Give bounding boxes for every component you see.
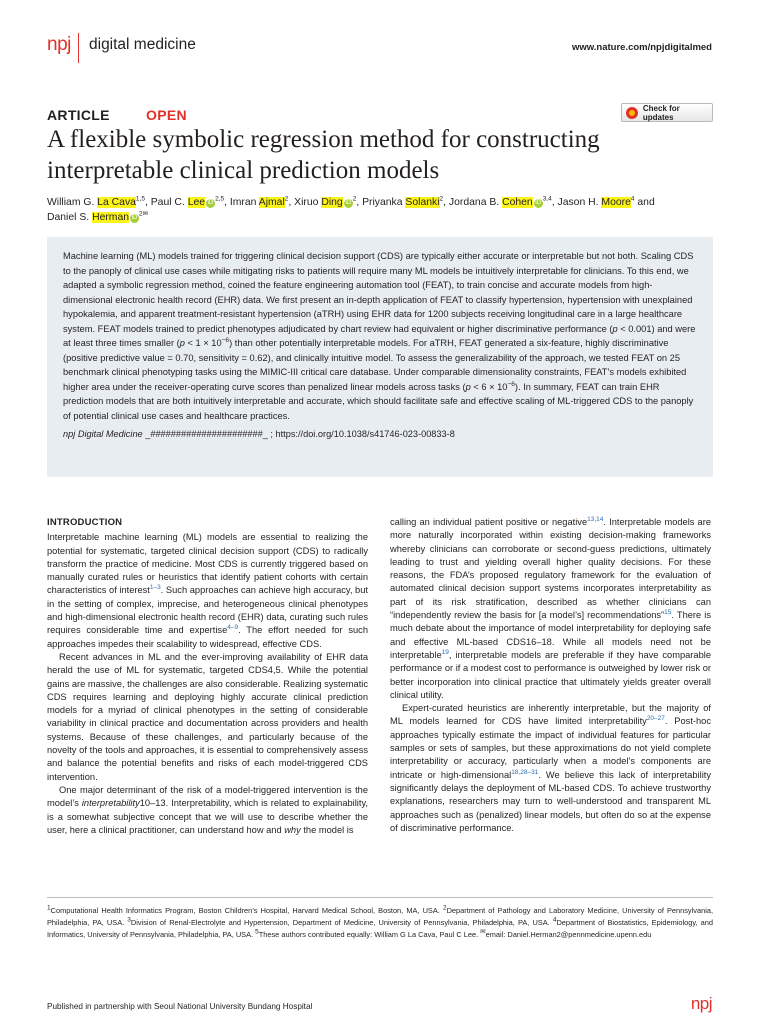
affiliations-footnote: $^1$Computational Health Informatics Program, Boston Children’s Hospital, Harvard Medical School, Boston, MA, USA. $^2$Department of Pathology and Laboratory Medicine, University of Pennsylvania, Philadelphia, PA, USA. $^3$Division of Renal-Electrolyte and Hypertension, Department of Medicine, University of Pennsylvania, Philadelphia, PA, USA. $^4$Department of Biostatistics, Epidemiology, and Informatics, University of Pennsylvania, Philadelphia, PA, USA. $^5$These authors contributed equally: William G La Cava, Paul C Lee. ✉email: Daniel.Herman2@pennmedicine.upenn.edu [47,904,713,939]
left-column [47,516,368,837]
author-line: William G. La Cava$^{1,5}$, Paul C. Lee iD$^{2,5}$, Imran Ajmal$^2$, Xiruo Ding $iD^2$, Priyanka Solanki$^2$, Jordana B. Cohen iD$^{3,4}$, Jason H. Moore$^4$ and [47,195,655,208]
citation-doi[interactable]: _######################_ ; https://doi.org/10.1038/s41746-023-00833-8 [142,429,455,439]
author-surname: Herman [92,212,130,223]
npj-logo[interactable]: npj [47,34,71,55]
affiliation-sup: 3,4 [542,195,552,203]
orcid-icon[interactable]: iD [535,200,542,206]
abstract-box [47,237,713,477]
affiliation-sup: 4 [630,195,635,203]
check-for-updates-button[interactable] [621,103,713,122]
affiliation-sup: 2 [352,195,357,203]
author-surname: Ding [321,197,343,208]
body-paragraph: Interpretable machine learning (ML) models are essential to realizing the potential for systematic, targeted clinical decision support (CDS) to radically transform the practice of medicine. Most CDS is currently triggered based on manually curated rules or heuristics that identify patient cohorts with certain characteristics of interest$^{1-3}$. Such approaches can achieve high accuracy, but in the setting of complex, imprecise, and heterogeneous clinical phenotypes and high-dimensional electronic health record (EHR) data, curating such rules requires considerable time and expertise$^{4-9}$. The effort needed for such approaches impedes their scalability to widespread, effective CDS. [47,532,368,649]
author-surname: Ajmal [258,197,285,208]
body-paragraph: Expert-curated heuristics are inherently interpretable, but the majority of ML models learned for CDS have limited interpretability$^{20-27}$. Post-hoc approaches typically estimate the impact of individual features for particular samples or sets of samples, but these approximations do not yield complete interpretability or accuracy, particularly when a model’s components are intricate or high-dimensional$^{18,28-31}$. We believe this lack of interpretability significantly delays the deployment of ML-based CDS. To achieve trustworthy explanations, researchers may turn to well-understood and transparent ML approaches such as (penalized) linear models, but often do so at the expense of discriminative performance. [390,703,712,833]
journal-url[interactable]: www.nature.com/npjdigitalmed [571,42,712,53]
author-list [47,195,727,225]
body-paragraph: calling an individual patient positive or negative$^{13,14}$. Interpretable models are more naturally incorporated within existing decision-making frameworks whereby clinicians can corroborate or second-guess predictions, ultimately leading to trust and yielding overall higher quality decisions. For these reasons, the FDA’s proposed regulatory framework for the evaluation of automated clinical decision support systems incorporates interpretability as part of its risk stratification, described as whether clinicians can “independently review the basis for [a model’s] recommendations”$^{15}$. There is much debate about the importance of model interpretability for deploying safe and effective ML-based CDS16–18. While all models need not be interpretable$^{19}$, interpretable models are preferable if they have comparable performance or if a modest cost to performance is outweighed by lower risk or better incorporation into clinical practice that ultimately yields greater overall clinical utility. [390,515,712,700]
article-title: A flexible symbolic regression method for constructing interpretable clinical prediction models [47,126,600,184]
author-surname: Moore [601,197,631,208]
abstract-text: Machine learning (ML) models trained for triggering clinical decision support (CDS) are typically either accurate or interpretable but not both. Scaling CDS to the panoply of clinical use cases while mitigating risks to patients will require many ML models be intuitively interpretable for clinicians. To this end, we adapted a symbolic regression method, coined the feature engineering automation tool (FEAT), to train concise and accurate models from high-dimensional electronic health record (EHR) data. We first present an in-depth application of FEAT to classify hypertension, hypertension with unexplained hypokalemia, and apparent treatment-resistant hypertension (aTRH) using EHR data for 1200 subjects receiving longitudinal care in a large healthcare system. FEAT models trained to predict phenotypes adjudicated by chart review had equivalent or higher discriminative performance (p < 0.001) and were at least three times smaller $(p < 1 \times 10^{-6})$ than other potentially interpretable models. For aTRH, FEAT generated a six-feature, highly discriminative (positive predictive value = 0.70, sensitivity = 0.62), and clinically intuitive model. To assess the generalizability of the approach, we tested FEAT on 25 benchmark clinical phenotyping tasks using the MIMIC-III critical care database. Under comparable dimensionality constraints, FEAT’s models exhibited higher area under the receiver-operating curve scores than penalized linear models across tasks $(p < 6 \times 10^{-6})$. In summary, FEAT can train EHR prediction models that are both intuitively interpretable and accurate, which should facilitate safe and effective scaling of ML-triggered CDS to the panoply of potential clinical use cases and healthcare practices. [63,251,696,421]
author-surname: La Cava [97,197,136,208]
author-surname: Solanki [405,197,440,208]
journal-name[interactable]: digital medicine [89,36,196,53]
citation-line [63,427,698,442]
open-access-label: OPEN [146,107,187,123]
crossmark-icon [626,107,638,119]
affiliation-sup: 2 [439,195,444,203]
footer-npj-logo: npj [690,994,712,1013]
affiliation-sup: 2✉ [139,210,149,218]
author-surname: Cohen [502,197,533,208]
affiliation-sup: 1,5 [135,195,145,203]
orcid-icon[interactable]: iD [207,200,214,206]
citation-journal: npj Digital Medicine [63,429,143,439]
affiliation-sup: 2 [284,195,289,203]
author-line: Daniel S. Herman $iD^{2✉}$ [47,210,149,223]
article-type: ARTICLE [47,107,110,123]
check-for-updates-label: Check for updates [642,103,680,122]
footer-publisher-note: Published in partnership with Seoul National University Bundang Hospital [47,1002,313,1011]
right-column [390,516,711,835]
orcid-icon[interactable]: iD [131,215,138,221]
author-surname: Lee [187,197,206,208]
affiliation-sup: 2,5 [215,195,225,203]
orcid-icon[interactable]: iD [345,200,352,206]
body-paragraph: One major determinant of the risk of a model-triggered intervention is the model’s interpretability10–13. Interpretability, which is related to explainability, is a somewhat subjective concept that we will use to describe whether the user, here a clinical practitioner, can understand how and why the model is [47,784,368,835]
body-paragraph: Recent advances in ML and the ever-improving availability of EHR data herald the use of ML for systematic, targeted CDS4,5. While the potential gains are massive, the challenges are also considerable. Realizing systematic CDS requires learning and deploying highly accurate clinical prediction models for a myriad of clinical phenotypes in the setting of considerable variability in clinical practice and documentation across providers and health systems. Because of these challenges, and particularly because of the novelty of the tools and approaches, it is essential to comprehensively assess and balance the potential benefits and risks of each model-triggered CDS intervention. [47,651,368,782]
section-heading-introduction: INTRODUCTION [47,517,123,528]
header-divider [78,33,79,63]
footnote-divider [47,897,713,898]
